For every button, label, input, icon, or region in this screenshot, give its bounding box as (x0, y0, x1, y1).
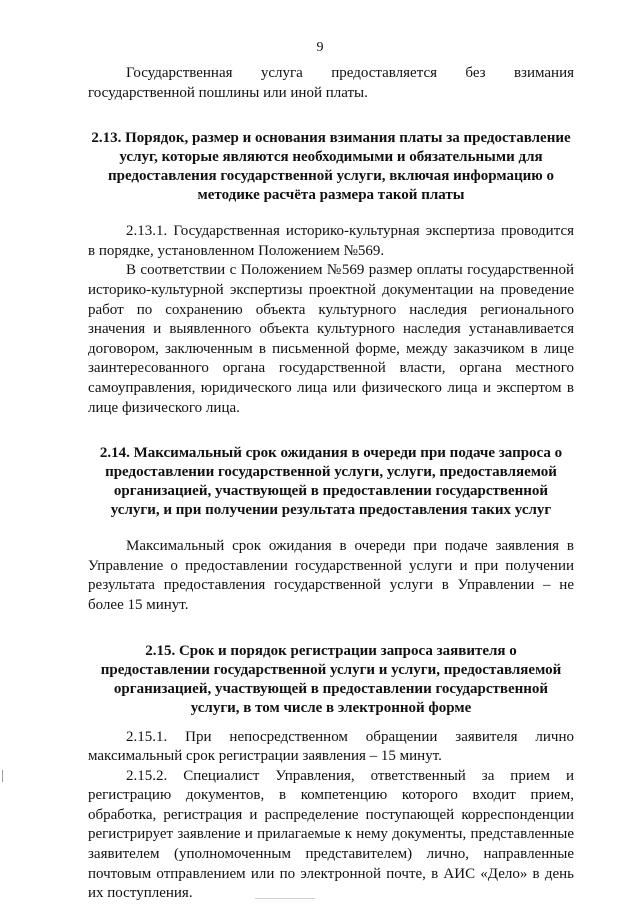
section-2-15-paragraph-1: 2.15.1. При непосредственном обращении заявителя лично максимальный срок регистрации заявления – 15 минут. (88, 728, 574, 765)
section-2-14-heading: 2.14. Максимальный срок ожидания в очереди при подаче запроса о предоставлении государственной услуги, услуги, предоставляемой организацией, участвующей в предоставлении государственной услуги, и при получении результата предоставления таких услуг (99, 445, 563, 519)
section-2-13-paragraph-1: 2.13.1. Государственная историко-культурная экспертиза проводится в порядке, установленном Положением №569. (88, 223, 574, 259)
spacer (88, 205, 574, 222)
spacer (88, 418, 574, 444)
section-2-13-paragraph-2: В соответствии с Положением №569 размер оплаты государственной историко-культурной экспертизы проектной документации на проведение работ по сохранению объекта культурного наследия регионального значения и выявленного объекта культурного наследия устанавливается договором, заключенным в письменной форме, между заказчиком в лице заинтересованного органа государственной власти, органа местного самоуправления, юридического лица или физического лица и экспертом в лице физического лица. (88, 262, 574, 416)
spacer (88, 103, 574, 129)
scan-artifact-line (255, 898, 315, 899)
spacer (88, 616, 574, 642)
section-2-15-heading: 2.15. Срок и порядок регистрации запроса заявителя о предоставлении государственной услуги и услуги, предоставляемой организацией, участвующей в предоставлении государственной услуги, в том числе в электронной форме (100, 642, 562, 716)
document-body (88, 64, 574, 904)
section-2-15-paragraph-2: 2.15.2. Специалист Управления, ответственный за прием и регистрацию документов, в компетенцию которого входит прием, обработка, регистрация и распределение поступающей корреспонденции регистрирует заявление и прилагаемые к нему документы, представленные заявителем (уполномоченным представителем) лично, направленные почтовым отправлением или по электронной почте, в АИС «Дело» в день их поступления. (88, 767, 574, 902)
spacer (88, 718, 574, 728)
scan-artifact-mark (2, 770, 3, 782)
page-number: 9 (316, 40, 324, 55)
section-2-13-heading: 2.13. Порядок, размер и основания взимания платы за предоставление услуг, которые являются необходимыми и обязательными для предоставления государственной услуги, включая информацию о методике расчёта размера такой платы (91, 130, 571, 204)
intro-paragraph: Государственная услуга предоставляется без взимания государственной пошлины или иной платы. (88, 65, 574, 101)
spacer (88, 520, 574, 537)
section-2-14-paragraph-1: Максимальный срок ожидания в очереди при подаче заявления в Управление о предоставлении государственной услуги и при получении результата предоставления государственной услуги в Управлении – не более 15 минут. (88, 538, 574, 613)
